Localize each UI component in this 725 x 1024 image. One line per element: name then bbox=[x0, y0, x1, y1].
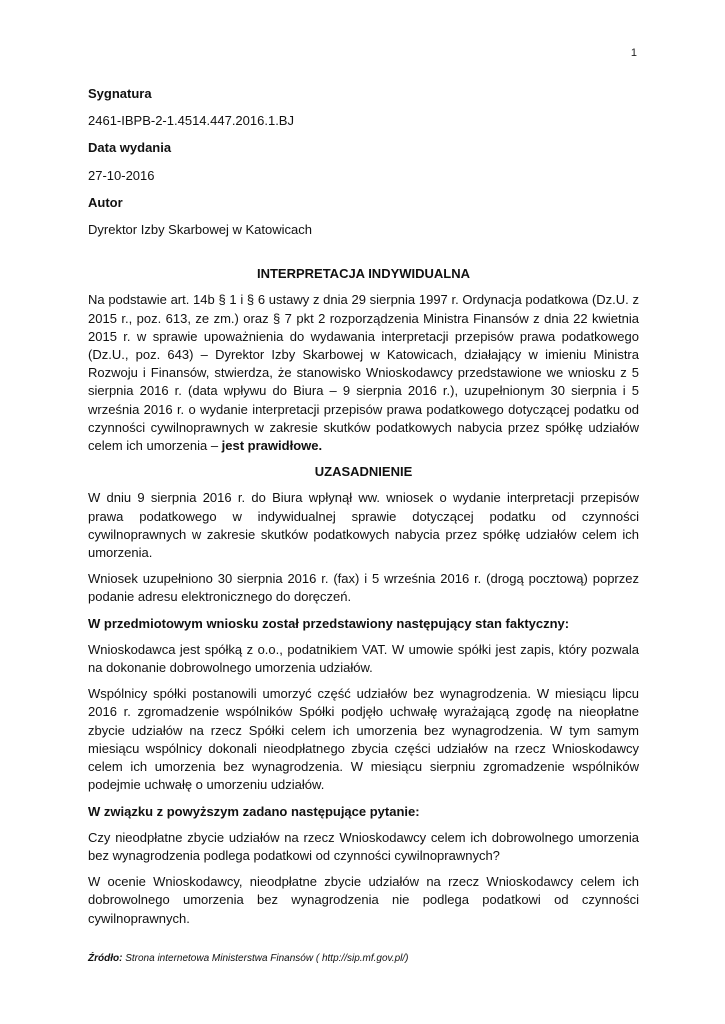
page-number: 1 bbox=[630, 47, 637, 59]
justification-heading: UZASADNIENIE bbox=[314, 464, 413, 480]
intro-paragraph bbox=[88, 291, 639, 455]
paragraph-shareholders: Wspólnicy spółki postanowili umorzyć część udziałów bez wynagrodzenia. W miesiącu lipcu 2016 r. zgromadzenie wspólników Spółki podjęło uchwałę wyrażającą zgodę na nieopłatne zbycie udziałów na rzecz Spółki celem ich umorzenia bez wynagrodzenia. W tym samym miesiącu wspólnicy dokonali nieodpłatnego zbycia części udziałów na rzecz Wnioskodawcy celem ich umorzenia bez wynagrodzenia. W miesiącu sierpniu zgromadzenie wspólników podejmie uchwałę o umorzeniu udziałów. bbox=[88, 686, 639, 793]
date-value: 27-10-2016 bbox=[88, 167, 155, 183]
paragraph-question: Czy nieodpłatne zbycie udziałów na rzecz Wnioskodawcy celem ich dobrowolnego umorzenia bez wynagrodzenia podlega podatkowi od czynności cywilnoprawnych? bbox=[88, 829, 639, 863]
author-label: Autor bbox=[88, 194, 123, 210]
paragraph-applicant-position: W ocenie Wnioskodawcy, nieodpłatne zbycie udziałów na rzecz Wnioskodawcy celem ich dobrowolnego umorzenia bez wynagrodzenia nie podlega podatkowi od czynności cywilnoprawnych. bbox=[88, 874, 639, 926]
document-title: INTERPRETACJA INDYWIDUALNA bbox=[256, 266, 471, 282]
date-label: Data wydania bbox=[88, 140, 172, 156]
intro-text: Na podstawie art. 14b § 1 i § 6 ustawy z dnia 29 sierpnia 1997 r. Ordynacja podatkowa (Dz.U. z 2015 r., poz. 613, ze zm.) oraz § 7 pkt 2 rozporządzenia Ministra Finansów z dnia 22 kwietnia 2015 r. w sprawie upoważnienia do wydawania interpretacji przepisów prawa podatkowego (Dz.U., poz. 643) – Dyrektor Izby Skarbowej w Katowicach, działający w imieniu Ministra Rozwoju i Finansów, stwierdza, że stanowisko Wnioskodawcy przedstawione we wniosku z 5 sierpnia 2016 r. (data wpływu do Biura – 9 sierpnia 2016 r.), uzupełnionym 30 sierpnia i 5 września 2016 r. o wydanie interpretacji przepisów prawa podatkowego dotyczącej podatku od czynności cywilnoprawnych w zakresie skutków podatkowych nabycia przez spółkę udziałów celem ich umorzenia – bbox=[88, 292, 639, 454]
footer-text: Strona internetowa Ministerstwa Finansów ( http://sip.mf.gov.pl/) bbox=[122, 953, 409, 964]
paragraph-applicant: Wnioskodawca jest spółką z o.o., podatnikiem VAT. W umowie spółki jest zapis, który pozwala na dokonanie dobrowolnego umorzenia udziałów. bbox=[88, 641, 639, 676]
question-heading: W związku z powyższym zadano następujące pytanie: bbox=[88, 803, 420, 819]
document-body bbox=[88, 85, 639, 936]
paragraph-receipt: W dniu 9 sierpnia 2016 r. do Biura wpłynął ww. wniosek o wydanie interpretacji przepisów prawa podatkowego w indywidualnej sprawie dotyczącej podatku od czynności cywilnoprawnych w zakresie skutków podatkowych nabycia przez spółkę udziałów celem ich umorzenia. bbox=[88, 490, 639, 561]
signature-label: Sygnatura bbox=[88, 86, 152, 101]
paragraph-supplement: Wniosek uzupełniono 30 sierpnia 2016 r. (fax) i 5 września 2016 r. (drogą pocztową) poprzez podanie adresu elektronicznego do doręczeń. bbox=[88, 571, 639, 605]
source-footer bbox=[88, 950, 408, 968]
facts-heading: W przedmiotowym wniosku został przedstawiony następujący stan faktyczny: bbox=[88, 615, 570, 631]
verdict-text: jest prawidłowe. bbox=[221, 438, 323, 454]
footer-label: Źródło: bbox=[88, 953, 123, 964]
signature-value: 2461-IBPB-2-1.4514.447.2016.1.BJ bbox=[88, 113, 294, 129]
author-value: Dyrektor Izby Skarbowej w Katowicach bbox=[88, 222, 312, 238]
